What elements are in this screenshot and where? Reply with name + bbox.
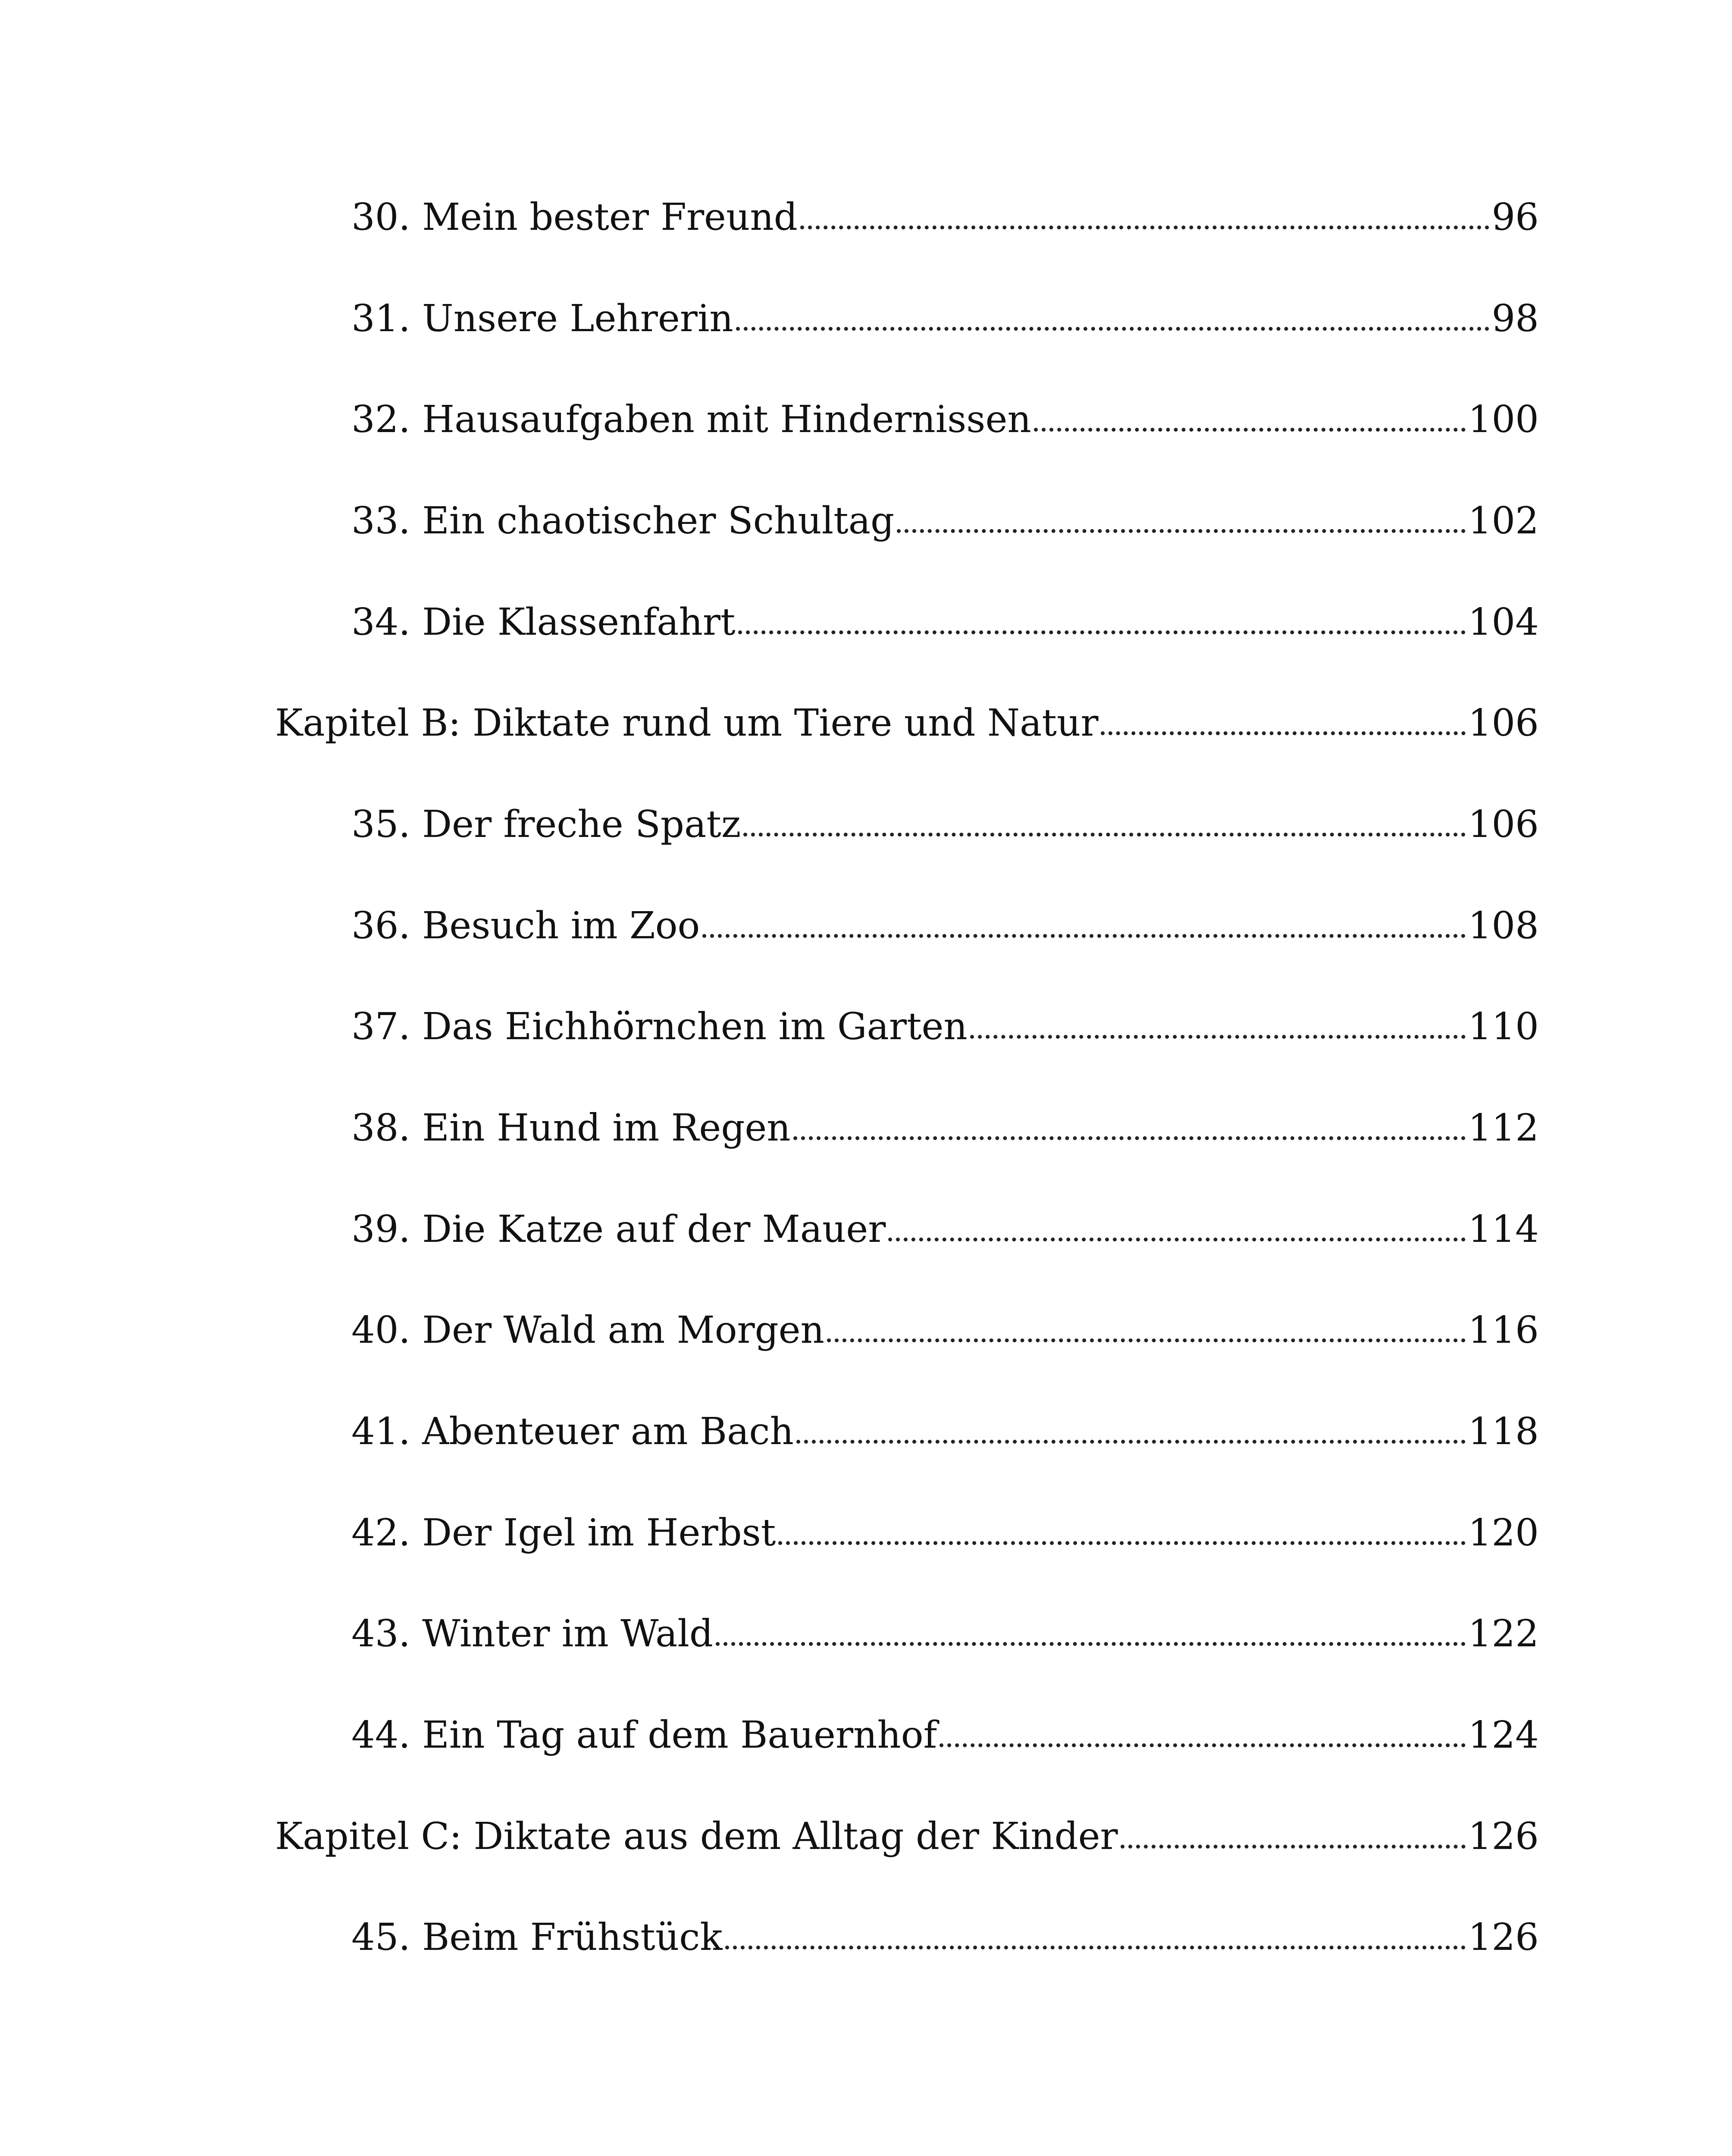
dot-leader	[716, 1642, 1466, 1646]
toc-entry-37[interactable]	[351, 997, 1539, 1048]
dot-leader	[793, 1136, 1466, 1140]
toc-entry-title: 30. Mein bester Freund	[351, 196, 798, 239]
toc-entry-title: 36. Besuch im Zoo	[351, 904, 700, 947]
dot-leader	[796, 1440, 1466, 1444]
toc-entry-page: 100	[1468, 398, 1539, 441]
toc-entry-title: 39. Die Katze auf der Mauer	[351, 1208, 886, 1251]
toc-entry-title: 31. Unsere Lehrerin	[351, 297, 733, 340]
toc-entry-38[interactable]	[351, 1098, 1539, 1150]
toc-entry-title: 34. Die Klassenfahrt	[351, 601, 736, 644]
dot-leader	[888, 1238, 1465, 1241]
dot-leader	[1121, 1845, 1466, 1849]
toc-entry-page: 106	[1468, 702, 1539, 745]
toc-entry-40[interactable]	[351, 1300, 1539, 1352]
toc-entry-page: 106	[1468, 803, 1539, 846]
dot-leader	[738, 630, 1466, 634]
dot-leader	[743, 833, 1466, 837]
toc-entry-39[interactable]	[351, 1199, 1539, 1251]
toc-entry-page: 116	[1468, 1309, 1539, 1352]
toc-entry-page: 96	[1491, 196, 1539, 239]
toc-entry-34[interactable]	[351, 592, 1539, 644]
toc-entry-32[interactable]	[351, 389, 1539, 441]
dot-leader	[1101, 731, 1465, 735]
toc-entry-title: 45. Beim Frühstück	[351, 1916, 723, 1959]
toc-entry-page: 102	[1468, 499, 1539, 542]
dot-leader	[970, 1035, 1466, 1039]
toc-entry-42[interactable]	[351, 1503, 1539, 1554]
dot-leader	[1034, 428, 1466, 432]
toc-entry-page: 114	[1468, 1208, 1539, 1251]
dot-leader	[725, 1946, 1466, 1949]
toc-entry-page: 112	[1468, 1106, 1539, 1150]
toc-entry-31[interactable]	[351, 288, 1539, 340]
toc-entry-title: 37. Das Eichhörnchen im Garten	[351, 1005, 968, 1048]
dot-leader	[702, 934, 1466, 938]
dot-leader	[736, 327, 1489, 331]
toc-entry-30[interactable]	[351, 187, 1539, 239]
toc-entry-title: 32. Hausaufgaben mit Hindernissen	[351, 398, 1031, 441]
toc-entry-page: 126	[1468, 1916, 1539, 1959]
toc-entry-page: 110	[1468, 1005, 1539, 1048]
toc-chapter-b[interactable]	[275, 693, 1539, 745]
toc-entry-41[interactable]	[351, 1401, 1539, 1453]
toc-entry-title: 41. Abenteuer am Bach	[351, 1410, 794, 1453]
toc-entry-title: 42. Der Igel im Herbst	[351, 1511, 776, 1554]
toc-entry-title: 43. Winter im Wald	[351, 1612, 713, 1655]
toc-chapter-c[interactable]	[275, 1806, 1539, 1858]
toc-entry-44[interactable]	[351, 1705, 1539, 1757]
toc-chapter-title: Kapitel C: Diktate aus dem Alltag der Kinder	[275, 1815, 1118, 1858]
toc-entry-title: 38. Ein Hund im Regen	[351, 1106, 791, 1150]
dot-leader	[778, 1541, 1466, 1545]
toc-entry-page: 98	[1491, 297, 1539, 340]
toc-chapter-title: Kapitel B: Diktate rund um Tiere und Natur	[275, 702, 1099, 745]
toc-entry-page: 126	[1468, 1815, 1539, 1858]
dot-leader	[827, 1338, 1466, 1342]
toc-entry-36[interactable]	[351, 896, 1539, 947]
dot-leader	[940, 1743, 1465, 1747]
toc-entry-title: 40. Der Wald am Morgen	[351, 1309, 824, 1352]
toc-entry-45[interactable]	[351, 1907, 1539, 1959]
toc-entry-page: 104	[1468, 601, 1539, 644]
toc-entry-title: 33. Ein chaotischer Schultag	[351, 499, 895, 542]
toc-entry-35[interactable]	[351, 794, 1539, 846]
toc-entry-page: 120	[1468, 1511, 1539, 1554]
toc-entry-33[interactable]	[351, 491, 1539, 542]
toc-entry-title: 44. Ein Tag auf dem Bauernhof	[351, 1714, 937, 1757]
toc-entry-page: 122	[1468, 1612, 1539, 1655]
toc-entry-page: 124	[1468, 1714, 1539, 1757]
toc-entry-title: 35. Der freche Spatz	[351, 803, 741, 846]
toc-entry-page: 118	[1468, 1410, 1539, 1453]
dot-leader	[800, 226, 1489, 229]
toc-entry-43[interactable]	[351, 1604, 1539, 1655]
dot-leader	[897, 529, 1466, 533]
toc-entry-page: 108	[1468, 904, 1539, 947]
